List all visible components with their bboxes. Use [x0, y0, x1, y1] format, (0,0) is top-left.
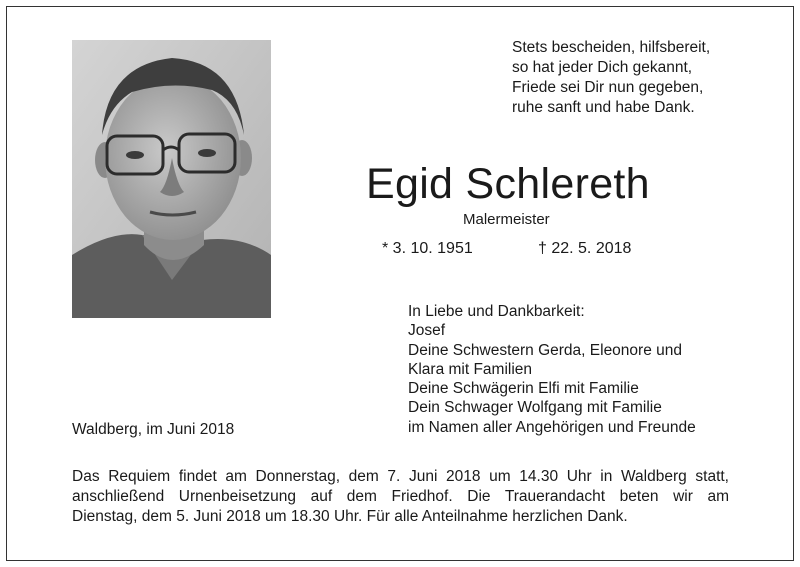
notice-line: anschließend Urnenbeisetzung auf dem Friedhof. Die Trauerandacht beten wir am: [72, 488, 729, 505]
deceased-profession: Malermeister: [463, 211, 550, 228]
place-and-date: Waldberg, im Juni 2018: [72, 421, 235, 438]
portrait-photo: [72, 40, 271, 318]
mourners-line: im Namen aller Angehörigen und Freunde: [408, 418, 696, 436]
mourners-line: Deine Schwägerin Elfi mit Familie: [408, 380, 639, 398]
mourners-line: Josef: [408, 322, 446, 340]
poem-line: Stets bescheiden, hilfsbereit,: [512, 39, 711, 56]
mourners-line: Deine Schwestern Gerda, Eleonore und: [408, 341, 682, 359]
mourners-line: In Liebe und Dankbarkeit:: [408, 303, 585, 320]
notice-line: Dienstag, dem 5. Juni 2018 um 18.30 Uhr. Für alle Anteilnahme herzlichen Dank.: [72, 508, 628, 525]
poem-line: so hat jeder Dich gekannt,: [512, 59, 693, 76]
mourners-list: [408, 302, 696, 437]
birth-date: * 3. 10. 1951: [382, 240, 473, 257]
poem-line: Friede sei Dir nun gegeben,: [512, 79, 704, 96]
poem-line: ruhe sanft und habe Dank.: [512, 99, 695, 116]
notice-line: Das Requiem findet am Donnerstag, dem 7. Juni 2018 um 14.30 Uhr in Waldberg statt,: [72, 468, 729, 485]
service-notice: [72, 467, 729, 527]
deceased-name: Egid Schlereth: [366, 160, 650, 208]
mourners-line: Klara mit Familien: [408, 360, 533, 378]
poem: [512, 38, 710, 118]
death-date: † 22. 5. 2018: [538, 240, 632, 257]
mourners-line: Dein Schwager Wolfgang mit Familie: [408, 399, 662, 417]
